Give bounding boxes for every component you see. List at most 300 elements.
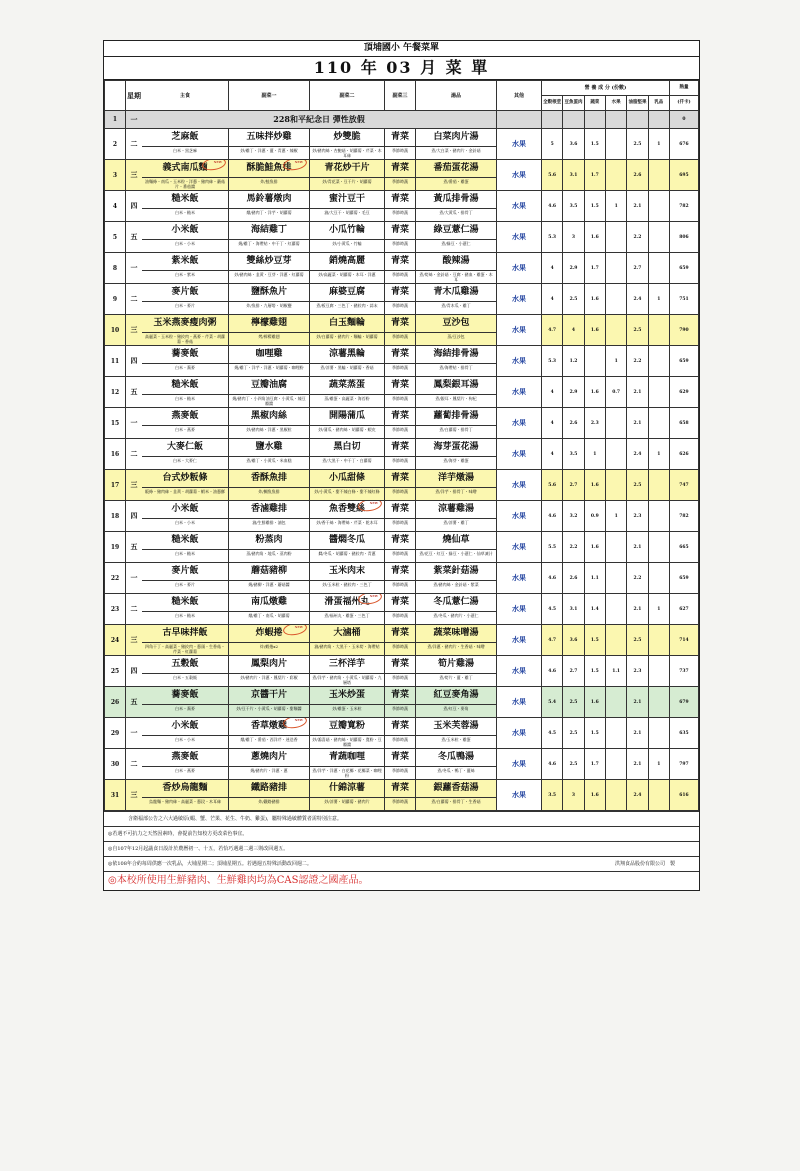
nutrition-value (605, 222, 626, 253)
new-badge: NEW (213, 160, 222, 164)
side-dish-3-ingredients: 季節時蔬 (392, 582, 408, 587)
side-dish-1-name: 鐵路豬排 (229, 780, 309, 798)
side-dish-3-ingredients: 季節時蔬 (392, 365, 408, 370)
header-other: 其他 (497, 81, 542, 111)
header-soup: 湯品 (416, 81, 497, 111)
side-dish-1-cell (229, 315, 310, 346)
side-dish-3-ingredients: 季節時蔬 (392, 241, 408, 246)
nutrition-value: 1.6 (584, 687, 605, 718)
side-dish-1-name: 蘑菇豬柳 (229, 563, 309, 581)
main-dish-cell (142, 284, 229, 315)
nutrition-value (605, 408, 626, 439)
side-dish-1-ingredients: 燒/雞丁・海帶結・中干丁・紅蘿蔔 (238, 241, 300, 246)
side-dish-2-name: 白玉麵輪 (310, 315, 384, 333)
soup-ingredients: 煮/洋芋・排骨丁・味噌 (435, 489, 477, 494)
main-dish-ingredients: 白米・小米 (175, 737, 195, 742)
main-dish-ingredients: 白米・黑芝麻 (173, 148, 197, 153)
nutrition-value (605, 780, 626, 811)
side-dish-2-ingredients: 炒/豬肉絲・杏鮑菇・胡蘿蔔・芹菜・木耳絲 (312, 148, 382, 158)
calories: 679 (670, 687, 699, 718)
nutrition-value: 2.5 (627, 470, 648, 501)
side-dish-2-ingredients: 炒/鴻喜菇・豬肉絲・胡蘿蔔・寬粉・豆瓣醬 (312, 737, 382, 747)
side-dish-3-name: 青菜 (385, 315, 415, 333)
side-dish-2-name: 三杯洋芋 (310, 656, 384, 674)
nutrition-value: 5 (542, 129, 563, 160)
soup-name: 豆沙包 (416, 315, 496, 333)
menu-sheet (103, 40, 700, 891)
side-dish-1-ingredients: 炸/鐵路豬排 (258, 799, 280, 804)
side-dish-3-name: 青菜 (385, 160, 415, 178)
side-dish-2-cell (310, 160, 385, 191)
side-dish-3-name: 青菜 (385, 594, 415, 612)
side-dish-1-name: 鳳梨肉片 (229, 656, 309, 674)
soup-cell (416, 129, 497, 160)
side-dish-3-ingredients: 季節時蔬 (392, 799, 408, 804)
soup-ingredients: 煮/白蘿蔔・排骨丁・生香菇 (431, 799, 481, 804)
side-dish-1-cell (229, 470, 310, 501)
side-dish-1-cell (229, 656, 310, 687)
main-dish-cell (142, 315, 229, 346)
main-dish-name: 義式南瓜麵 (142, 160, 228, 178)
side-dish-1-ingredients: 燉/雞丁・南瓜・胡蘿蔔 (248, 613, 290, 618)
soup-name: 筍片雞湯 (416, 656, 496, 674)
nutrition-value: 1 (648, 594, 669, 625)
main-dish-name: 小米飯 (142, 501, 228, 519)
main-dish-ingredients: 白米・大麥仁 (173, 458, 197, 463)
side-dish-2-cell (310, 780, 385, 811)
nutrition-value: 1 (605, 191, 626, 222)
side-dish-2-ingredients: 炒/涼薯・胡蘿蔔・豬肉片 (324, 799, 370, 804)
nutrition-value (648, 718, 669, 749)
side-dish-3-ingredients: 季節時蔬 (392, 644, 408, 649)
nutrition-value: 2.6 (563, 408, 584, 439)
side-dish-3-name: 青菜 (385, 656, 415, 674)
side-dish-2-cell (310, 408, 385, 439)
nutrition-value: 0.9 (584, 501, 605, 532)
side-dish-3-cell (385, 315, 416, 346)
side-dish-3-cell (385, 160, 416, 191)
side-dish-1-cell (229, 377, 310, 408)
menu-row (105, 625, 699, 656)
side-dish-3-ingredients: 季節時蔬 (392, 334, 408, 339)
holiday-row (105, 111, 699, 129)
day-number: 25 (105, 656, 126, 687)
side-dish-1-name: 香酥魚排 (229, 470, 309, 488)
nutrition-value: 4.7 (542, 625, 563, 656)
side-dish-2-ingredients: 炒/玉米粒・豬絞肉・三色丁 (322, 582, 372, 587)
side-dish-2-name: 豆瓣寬粉 (310, 718, 384, 736)
side-dish-3-name: 青菜 (385, 749, 415, 767)
soup-cell (416, 346, 497, 377)
soup-name: 蘿蔔排骨湯 (416, 408, 496, 426)
main-dish-ingredients: 白米・小米 (175, 241, 195, 246)
nutrition-value: 3 (563, 222, 584, 253)
weekday: 一 (126, 718, 143, 749)
note-veg-day: ◎自107年12月起蔬食日設計於農曆初一、十五，若恰巧遇週二週三則改回週五。 (104, 841, 699, 856)
nutrition-value: 1.6 (584, 780, 605, 811)
nutrition-value: 1.7 (584, 160, 605, 191)
nutrition-value (648, 532, 669, 563)
day-number: 5 (105, 222, 126, 253)
nutrition-value: 2.1 (627, 594, 648, 625)
soup-cell (416, 439, 497, 470)
side-dish-1-cell (229, 749, 310, 780)
main-dish-cell (142, 563, 229, 594)
side-dish-3-name: 青菜 (385, 284, 415, 302)
weekday: 四 (126, 656, 143, 687)
side-dish-3-ingredients: 季節時蔬 (392, 675, 408, 680)
side-dish-2-cell (310, 563, 385, 594)
soup-ingredients: 煮/玉米粒・雞蛋 (441, 737, 471, 742)
main-dish-ingredients: 四角干丁・高麗菜・豬絞肉・蔥頭・生香菇・芹菜・紅蘿蔔 (145, 644, 225, 654)
day-number: 10 (105, 315, 126, 346)
side-dish-1-name: 黑椒肉絲 (229, 408, 309, 426)
nutrition-value: 2.2 (627, 222, 648, 253)
header-veg: 蔬菜 (584, 96, 605, 111)
side-dish-1-ingredients: 燒/豬柳・洋蔥・蘑菇醬 (248, 582, 290, 587)
nutrition-value: 3.1 (563, 160, 584, 191)
soup-ingredients: 煮/銀耳・鳳梨片・枸杞 (435, 396, 477, 401)
side-dish-3-cell (385, 191, 416, 222)
side-dish-3-cell (385, 687, 416, 718)
side-dish-3-ingredients: 季節時蔬 (392, 210, 408, 215)
nutrition-value (648, 191, 669, 222)
main-dish-ingredients: 白米・麥片 (175, 582, 195, 587)
soup-cell (416, 625, 497, 656)
calories: 737 (670, 656, 699, 687)
weekday: 一 (126, 563, 143, 594)
soup-ingredients: 煮/筍絲・金針菇・豆腐・豬血・雞蛋・木耳 (419, 272, 493, 282)
nutrition-value: 2.1 (627, 687, 648, 718)
nutrition-value: 3.5 (563, 439, 584, 470)
nutrition-value: 1.6 (584, 470, 605, 501)
weekday: 三 (126, 625, 143, 656)
soup-ingredients: 煮/白蘿蔔・排骨丁 (439, 427, 473, 432)
side-dish-3-name: 青菜 (385, 129, 415, 147)
header-day (105, 81, 126, 111)
side-dish-3-cell (385, 284, 416, 315)
menu-row (105, 563, 699, 594)
side-dish-1-cell (229, 532, 310, 563)
main-dish-name: 紫米飯 (142, 253, 228, 271)
side-dish-2-cell (310, 191, 385, 222)
main-dish-name: 麥片飯 (142, 284, 228, 302)
side-dish-2-ingredients: 炒/蒲瓜・豬肉絲・胡蘿蔔・蝦皮 (318, 427, 376, 432)
side-dish-1-cell (229, 718, 310, 749)
nutrition-value: 4.5 (542, 594, 563, 625)
nutrition-value: 2.2 (563, 532, 584, 563)
nutrition-value: 1.1 (605, 656, 626, 687)
main-dish-name: 小米飯 (142, 222, 228, 240)
soup-ingredients: 煮/冬瓜・鴨丁・薑絲 (437, 768, 475, 773)
main-dish-cell (142, 501, 229, 532)
main-dish-cell (142, 718, 229, 749)
menu-row (105, 253, 699, 284)
menu-row (105, 470, 699, 501)
nutrition-value: 1.1 (584, 563, 605, 594)
nutrition-value: 2.2 (627, 563, 648, 594)
nutrition-value: 1.6 (584, 284, 605, 315)
side-dish-1-name: 咖哩雞 (229, 346, 309, 364)
side-dish-2-name: 玉米肉末 (310, 563, 384, 581)
day-number: 11 (105, 346, 126, 377)
side-dish-1-ingredients: 炒/豆干片・小黃瓜・胡蘿蔔・甜麵醬 (236, 706, 302, 711)
nutrition-value: 5.3 (542, 222, 563, 253)
soup-name: 白菜肉片湯 (416, 129, 496, 147)
side-dish-1-ingredients: 燉/雞丁・番茄・西洋芹・迷迭香 (240, 737, 298, 742)
nutrition-value: 1.6 (584, 222, 605, 253)
new-badge: NEW (294, 160, 303, 164)
weekday: 三 (126, 470, 143, 501)
nutrition-value: 1.4 (584, 594, 605, 625)
main-dish-cell (142, 470, 229, 501)
side-dish-1-name: 南瓜燉雞 (229, 594, 309, 612)
main-dish-cell (142, 439, 229, 470)
soup-cell (416, 687, 497, 718)
nutrition-value (648, 656, 669, 687)
side-dish-2-name: 開陽蒲瓜 (310, 408, 384, 426)
side-dish-3-cell (385, 780, 416, 811)
main-dish-name: 小米飯 (142, 718, 228, 736)
side-dish-1-name: 豆瓣油腐 (229, 377, 309, 395)
day-number: 1 (105, 111, 126, 129)
other-fruit: 水果 (497, 377, 542, 408)
soup-cell (416, 532, 497, 563)
nutrition-value (648, 780, 669, 811)
other-fruit: 水果 (497, 532, 542, 563)
side-dish-3-ingredients: 季節時蔬 (392, 272, 408, 277)
side-dish-3-name: 青菜 (385, 408, 415, 426)
nutrition-value: 4.5 (542, 718, 563, 749)
main-dish-cell (142, 377, 229, 408)
main-dish-ingredients: 白米・糙米 (175, 551, 195, 556)
soup-cell (416, 594, 497, 625)
nutrition-value: 2.1 (627, 191, 648, 222)
side-dish-3-ingredients: 季節時蔬 (392, 706, 408, 711)
nutrition-value: 4.6 (542, 656, 563, 687)
side-dish-1-ingredients: 煮/雞丁・小黃瓜・米血糕 (246, 458, 292, 463)
new-badge: NEW (369, 501, 378, 505)
nutrition-value: 2.1 (627, 718, 648, 749)
side-dish-3-name: 青菜 (385, 625, 415, 643)
main-dish-ingredients: 白米・燕麥 (175, 427, 195, 432)
side-dish-2-name: 蔬菜蒸蛋 (310, 377, 384, 395)
side-dish-2-ingredients: 炒/小黃瓜・甜不辣白條・甜不辣紅條 (314, 489, 380, 494)
soup-name: 玉米芙蓉湯 (416, 718, 496, 736)
calories: 782 (670, 191, 699, 222)
weekday: 三 (126, 315, 143, 346)
side-dish-3-ingredients: 季節時蔬 (392, 489, 408, 494)
soup-cell (416, 780, 497, 811)
side-dish-1-name: 五味拌炒雞 (229, 129, 309, 147)
nutrition-value: 1.6 (584, 315, 605, 346)
side-dish-1-cell (229, 594, 310, 625)
side-dish-2-ingredients: 炒/小黃瓜・竹輪 (332, 241, 362, 246)
main-dish-ingredients: 白米・糙米 (175, 396, 195, 401)
note-dairy (104, 856, 699, 871)
soup-name: 鳳梨銀耳湯 (416, 377, 496, 395)
nutrition-value (648, 346, 669, 377)
main-dish-name: 台式炒粄條 (142, 470, 228, 488)
soup-cell (416, 563, 497, 594)
side-dish-1-ingredients: 燒/豬肉丁・小四角油豆腐・小黃瓜・辣豆瓣醬 (232, 396, 306, 406)
calories: 627 (670, 594, 699, 625)
side-dish-2-cell (310, 346, 385, 377)
menu-row (105, 377, 699, 408)
soup-ingredients: 煮/筍片・薑・雞丁 (439, 675, 473, 680)
header-calories-unit: (仟卡) (670, 96, 699, 111)
nutrition-value (605, 160, 626, 191)
other-fruit: 水果 (497, 718, 542, 749)
side-dish-2-ingredients: 炒/高麗菜・胡蘿蔔・木耳・洋蔥 (318, 272, 376, 277)
side-dish-2-cell (310, 129, 385, 160)
soup-name: 海結排骨湯 (416, 346, 496, 364)
weekday: 五 (126, 222, 143, 253)
side-dish-1-name: 京醬干片 (229, 687, 309, 705)
side-dish-2-name: 玉米炒蛋 (310, 687, 384, 705)
soup-name: 洋芋燉湯 (416, 470, 496, 488)
nutrition-value: 5.5 (542, 532, 563, 563)
soup-ingredients: 煮/紅豆・麥角 (443, 706, 469, 711)
nutrition-value (605, 315, 626, 346)
side-dish-1-cell (229, 408, 310, 439)
other-fruit: 水果 (497, 780, 542, 811)
other-fruit: 水果 (497, 253, 542, 284)
nutrition-value: 4.6 (542, 501, 563, 532)
weekday: 五 (126, 532, 143, 563)
side-dish-1-name: 香滷雞排 (229, 501, 309, 519)
side-dish-3-name: 青菜 (385, 501, 415, 519)
other-fruit: 水果 (497, 501, 542, 532)
nutrition-value: 2.9 (563, 253, 584, 284)
side-dish-3-cell (385, 656, 416, 687)
soup-name: 冬瓜薏仁湯 (416, 594, 496, 612)
main-dish-ingredients: 高麗菜・玉米粒・豬絞肉・燕麥・芹菜・胡蘿蔔・香菇 (145, 334, 225, 344)
nutrition-value: 5.6 (542, 470, 563, 501)
nutrition-value: 1 (584, 439, 605, 470)
nutrition-value: 2.9 (563, 377, 584, 408)
main-dish-cell (142, 749, 229, 780)
nutrition-value: 5.3 (542, 346, 563, 377)
main-dish-name: 燕麥飯 (142, 408, 228, 426)
other-fruit: 水果 (497, 222, 542, 253)
nutrition-value: 1 (648, 284, 669, 315)
soup-name: 酸辣湯 (416, 253, 496, 271)
nutrition-value (648, 377, 669, 408)
side-dish-1-name: 炸蝦捲 (229, 625, 309, 643)
side-dish-3-name: 青菜 (385, 253, 415, 271)
calories: 790 (670, 315, 699, 346)
nutrition-value (605, 470, 626, 501)
side-dish-3-cell (385, 563, 416, 594)
main-dish-name: 麥片飯 (142, 563, 228, 581)
soup-ingredients: 煮/綠豆・小薏仁 (441, 241, 471, 246)
side-dish-3-name: 青菜 (385, 687, 415, 705)
soup-ingredients: 煮/大白菜・豬肉片・金針菇 (431, 148, 481, 153)
note-allergen: 含衛福部公告之六大過敏原(蝦、蟹、芒果、花生、牛奶、雞蛋)，屬特殊過敏體質者需特別注意。 (104, 811, 699, 826)
soup-cell (416, 222, 497, 253)
day-number: 29 (105, 718, 126, 749)
soup-ingredients: 煮/大黃瓜・排骨丁 (439, 210, 473, 215)
day-number: 31 (105, 780, 126, 811)
calories: 782 (670, 501, 699, 532)
other-fruit: 水果 (497, 191, 542, 222)
main-dish-cell (142, 408, 229, 439)
nutrition-value: 3.6 (563, 625, 584, 656)
soup-ingredients: 煮/涼薯・雞丁 (443, 520, 469, 525)
side-dish-3-ingredients: 季節時蔬 (392, 737, 408, 742)
nutrition-value: 2.7 (563, 656, 584, 687)
soup-name: 青木瓜雞湯 (416, 284, 496, 302)
weekday: 二 (126, 749, 143, 780)
side-dish-3-name: 青菜 (385, 377, 415, 395)
side-dish-1-name: 香草燉雞 (229, 718, 309, 736)
calories: 635 (670, 718, 699, 749)
nutrition-value: 3.6 (563, 129, 584, 160)
nutrition-value (648, 501, 669, 532)
soup-cell (416, 377, 497, 408)
menu-row (105, 594, 699, 625)
nutrition-value: 2.5 (563, 284, 584, 315)
nutrition-value: 1 (605, 501, 626, 532)
main-dish-cell (142, 780, 229, 811)
side-dish-1-ingredients: 滷/生鮮雞排・滷包 (252, 520, 286, 525)
menu-row (105, 346, 699, 377)
soup-name: 燒仙草 (416, 532, 496, 550)
side-dish-2-name: 什錦涼薯 (310, 780, 384, 798)
soup-cell (416, 315, 497, 346)
side-dish-3-ingredients: 季節時蔬 (392, 458, 408, 463)
side-dish-2-name: 醬燜冬瓜 (310, 532, 384, 550)
nutrition-value: 1.5 (584, 129, 605, 160)
main-dish-cell (142, 346, 229, 377)
weekday: 二 (126, 439, 143, 470)
day-number: 23 (105, 594, 126, 625)
nutrition-value (648, 408, 669, 439)
weekday: 三 (126, 780, 143, 811)
nutrition-value: 0.7 (605, 377, 626, 408)
side-dish-1-ingredients: 炒/豬肉絲・韭黃・豆芽・洋蔥・紅蘿蔔 (234, 272, 304, 277)
calories: 629 (670, 377, 699, 408)
nutrition-value: 1 (648, 129, 669, 160)
nutrition-value: 2.7 (563, 470, 584, 501)
side-dish-2-name: 蜜汁豆干 (310, 191, 384, 209)
nutrition-value (648, 470, 669, 501)
notes (104, 811, 699, 890)
weekday: 二 (126, 129, 143, 160)
side-dish-1-cell (229, 625, 310, 656)
nutrition-value (605, 687, 626, 718)
soup-ingredients: 煮/番茄・雞蛋 (443, 179, 469, 184)
side-dish-2-name: 黑白切 (310, 439, 384, 457)
side-dish-3-cell (385, 377, 416, 408)
main-dish-ingredients: 烏龍麵・豬肉絲・高麗菜・蔥段・木耳絲 (149, 799, 221, 804)
other-fruit: 水果 (497, 749, 542, 780)
day-number: 17 (105, 470, 126, 501)
nutrition-value: 1.5 (584, 656, 605, 687)
side-dish-3-cell (385, 346, 416, 377)
menu-row (105, 718, 699, 749)
side-dish-3-ingredients: 季節時蔬 (392, 303, 408, 308)
soup-name: 紫菜針菇湯 (416, 563, 496, 581)
main-dish-cell (142, 222, 229, 253)
soup-cell (416, 470, 497, 501)
main-dish-cell (142, 594, 229, 625)
soup-name: 番茄蛋花湯 (416, 160, 496, 178)
nutrition-value: 1.6 (584, 532, 605, 563)
soup-ingredients: 煮/海芽・雞蛋 (443, 458, 469, 463)
side-dish-1-name: 馬鈴薯燉肉 (229, 191, 309, 209)
